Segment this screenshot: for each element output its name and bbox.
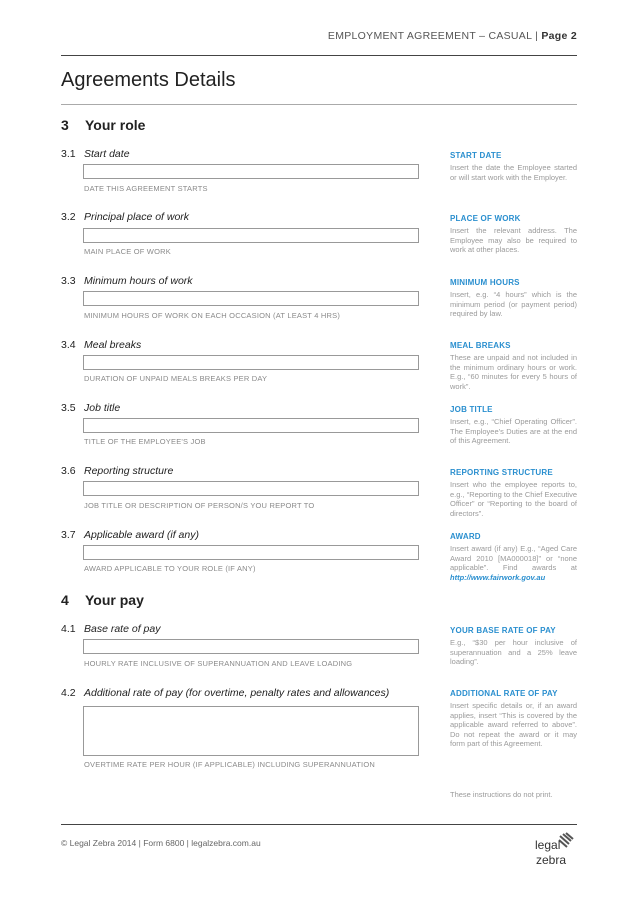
fairwork-link[interactable]: http://www.fairwork.gov.au <box>450 572 546 582</box>
field-caption: JOB TITLE OR DESCRIPTION OF PERSON/S YOU REPORT TO <box>84 501 315 510</box>
field-caption: MINIMUM HOURS OF WORK ON EACH OCCASION (AT LEAST 4 HRS) <box>84 311 341 320</box>
minimum-hours-input[interactable] <box>83 291 419 306</box>
field-caption: DATE THIS AGREEMENT STARTS <box>84 184 208 193</box>
field-label-meal-breaks: 3.4 Meal breaks <box>61 339 142 351</box>
meal-breaks-input[interactable] <box>83 355 419 370</box>
place-of-work-input[interactable] <box>83 228 419 243</box>
svg-text:zebra: zebra <box>536 853 567 867</box>
sidebar-note-award: AWARD Insert award (if any) E.g., “Aged Care Award 2010 [MA000018]” or “none applicable”. Find awards at http://www.fairwork.gov.au <box>450 532 577 582</box>
title-divider <box>61 104 577 105</box>
footer-divider <box>61 824 577 825</box>
applicable-award-input[interactable] <box>83 545 419 560</box>
print-note: These instructions do not print. <box>450 790 553 799</box>
sidebar-note-meal-breaks: MEAL BREAKS These are unpaid and not included in the minimum ordinary hours or work. E.g., “60 minutes for every 5 hours of work”. <box>450 341 577 391</box>
field-caption: AWARD APPLICABLE TO YOUR ROLE (IF ANY) <box>84 564 256 573</box>
page-title: Agreements Details <box>61 69 236 91</box>
field-caption: DURATION OF UNPAID MEALS BREAKS PER DAY <box>84 374 268 383</box>
start-date-input[interactable] <box>83 164 419 179</box>
footer-text: © Legal Zebra 2014 | Form 6800 | legalzebra.com.au <box>61 838 261 848</box>
field-caption: TITLE OF THE EMPLOYEE'S JOB <box>84 437 206 446</box>
sidebar-note-minimum-hours: MINIMUM HOURS Insert, e.g. “4 hours” which is the minimum period (or payment period) required by law. <box>450 278 577 319</box>
section-heading-your-pay: 4 Your pay <box>61 592 144 608</box>
svg-text:legal: legal <box>535 838 561 852</box>
additional-rate-input[interactable] <box>83 706 419 756</box>
field-label-job-title: 3.5 Job title <box>61 402 121 414</box>
sidebar-note-place-of-work: PLACE OF WORK Insert the relevant address. The Employee may also be required to work at other places. <box>450 214 577 255</box>
section-heading-your-role: 3 Your role <box>61 117 146 133</box>
field-label-applicable-award: 3.7 Applicable award (if any) <box>61 529 199 541</box>
page-number: Page 2 <box>541 30 577 42</box>
field-label-base-rate: 4.1 Base rate of pay <box>61 623 161 635</box>
job-title-input[interactable] <box>83 418 419 433</box>
sidebar-note-reporting-structure: REPORTING STRUCTURE Insert who the employee reports to, e.g., “Reporting to the Chief Executive Officer” or “Reporting to the board of directors”. <box>450 468 577 518</box>
base-rate-input[interactable] <box>83 639 419 654</box>
sidebar-note-additional-rate: ADDITIONAL RATE OF PAY Insert specific details or, if an award applies, insert “This is covered by the applicable award referred to above”. Do not repeat the award or it may form part of this Agreement. <box>450 689 577 749</box>
field-caption: HOURLY RATE INCLUSIVE OF SUPERANNUATION AND LEAVE LOADING <box>84 659 353 668</box>
reporting-structure-input[interactable] <box>83 481 419 496</box>
sidebar-note-job-title: JOB TITLE Insert, e.g., “Chief Operating Officer”. The Employee’s Duties are at the end of this Agreement. <box>450 405 577 446</box>
legal-zebra-logo <box>533 832 579 868</box>
field-label-place-of-work: 3.2 Principal place of work <box>61 211 190 223</box>
field-label-additional-rate: 4.2 Additional rate of pay (for overtime, penalty rates and allowances) <box>61 687 390 699</box>
document-title: EMPLOYMENT AGREEMENT – CASUAL | <box>327 30 539 42</box>
page-header <box>328 30 577 42</box>
field-label-minimum-hours: 3.3 Minimum hours of work <box>61 275 193 287</box>
field-caption: OVERTIME RATE PER HOUR (IF APPLICABLE) INCLUDING SUPERANNUATION <box>84 760 375 769</box>
sidebar-note-start-date: START DATE Insert the date the Employee started or will start work with the Employer. <box>450 151 577 182</box>
field-caption: MAIN PLACE OF WORK <box>84 247 171 256</box>
field-label-reporting-structure: 3.6 Reporting structure <box>61 465 174 477</box>
field-label-start-date: 3.1 Start date <box>61 148 130 160</box>
sidebar-note-base-rate: YOUR BASE RATE OF PAY E.g., “$30 per hour inclusive of superannuation and a 25% leave loading”. <box>450 626 577 667</box>
header-divider <box>61 55 577 56</box>
